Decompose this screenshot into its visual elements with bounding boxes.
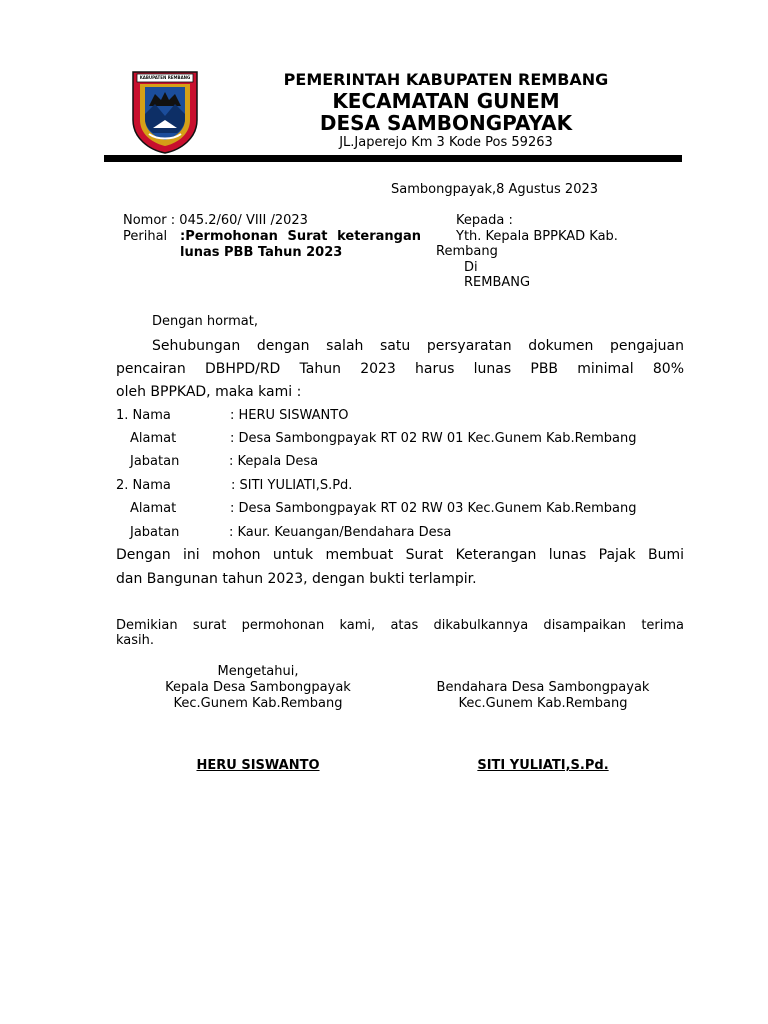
request-line2: dan Bangunan tahun 2023, dengan bukti terlampir. <box>116 571 477 587</box>
request-line1: Dengan ini mohon untuk membuat Surat Keterangan lunas Pajak Bumi <box>116 547 684 563</box>
person2-jabatan-label: Jabatan <box>130 525 180 540</box>
person1-alamat-label: Alamat <box>130 431 177 446</box>
para1-line3: oleh BPPKAD, maka kami : <box>116 384 302 400</box>
person2-nama-value: : SITI YULIATI,S.Pd. <box>231 478 353 493</box>
letterhead-line2: KECAMATAN GUNEM <box>332 89 560 113</box>
greeting: Dengan hormat, <box>152 314 259 329</box>
para1-line1: Sehubungan dengan salah satu persyaratan dokumen pengajuan <box>152 338 684 354</box>
para1-line2: pencairan DBHPD/RD Tahun 2023 harus lunas PBB minimal 80% <box>116 361 684 377</box>
place-date: Sambongpayak,8 Agustus 2023 <box>391 182 599 197</box>
letterhead-line3: DESA SAMBONGPAYAK <box>319 111 573 135</box>
nomor-row <box>123 213 308 228</box>
emblem-label: KABUPATEN REMBANG <box>139 75 191 80</box>
person1-jabatan-label: Jabatan <box>130 454 180 469</box>
person1-jabatan-value: : Kepala Desa <box>229 454 319 469</box>
closing-line2: kasih. <box>116 633 155 648</box>
person2-alamat-value: : Desa Sambongpayak RT 02 RW 03 Kec.Gunem Kab.Rembang <box>230 501 637 516</box>
sign-right-title2: Kec.Gunem Kab.Rembang <box>458 696 628 711</box>
closing-line1: Demikian surat permohonan kami, atas dikabulkannya disampaikan terima <box>116 618 684 633</box>
person2-nama-label: 2. Nama <box>116 478 171 493</box>
recipient-kepada: Kepada : <box>456 213 513 228</box>
sign-right-title1: Bendahara Desa Sambongpayak <box>436 680 650 695</box>
sign-left-title1: Kepala Desa Sambongpayak <box>165 680 351 695</box>
nomor-label: Nomor : <box>123 213 180 228</box>
perihal-line2: lunas PBB Tahun 2023 <box>180 245 343 260</box>
letterhead-line1: PEMERINTAH KABUPATEN REMBANG <box>283 70 609 89</box>
sign-right-name: SITI YULIATI,S.Pd. <box>477 758 609 773</box>
sign-left-name: HERU SISWANTO <box>196 758 320 773</box>
perihal-label: Perihal <box>123 229 168 244</box>
sign-left-mengetahui: Mengetahui, <box>217 664 299 679</box>
recipient-city: REMBANG <box>464 275 531 290</box>
letterhead-address: JL.Japerejo Km 3 Kode Pos 59263 <box>339 135 553 150</box>
person1-alamat-value: : Desa Sambongpayak RT 02 RW 01 Kec.Gunem Kab.Rembang <box>230 431 637 446</box>
person1-nama-label: 1. Nama <box>116 408 171 423</box>
perihal-line1: :Permohonan Surat keterangan <box>180 229 421 244</box>
person1-nama-value: : HERU SISWANTO <box>230 408 349 423</box>
sign-left-title2: Kec.Gunem Kab.Rembang <box>173 696 343 711</box>
letterhead-divider <box>104 155 682 162</box>
recipient-line2: Rembang <box>436 244 498 259</box>
regency-emblem-logo <box>131 70 199 154</box>
person2-alamat-label: Alamat <box>130 501 177 516</box>
person2-jabatan-value: : Kaur. Keuangan/Bendahara Desa <box>229 525 452 540</box>
recipient-di: Di <box>464 260 478 275</box>
recipient-line1: Yth. Kepala BPPKAD Kab. <box>456 229 618 244</box>
nomor-value: 045.2/60/ VIII /2023 <box>179 213 308 228</box>
regency-emblem-icon <box>131 70 199 154</box>
